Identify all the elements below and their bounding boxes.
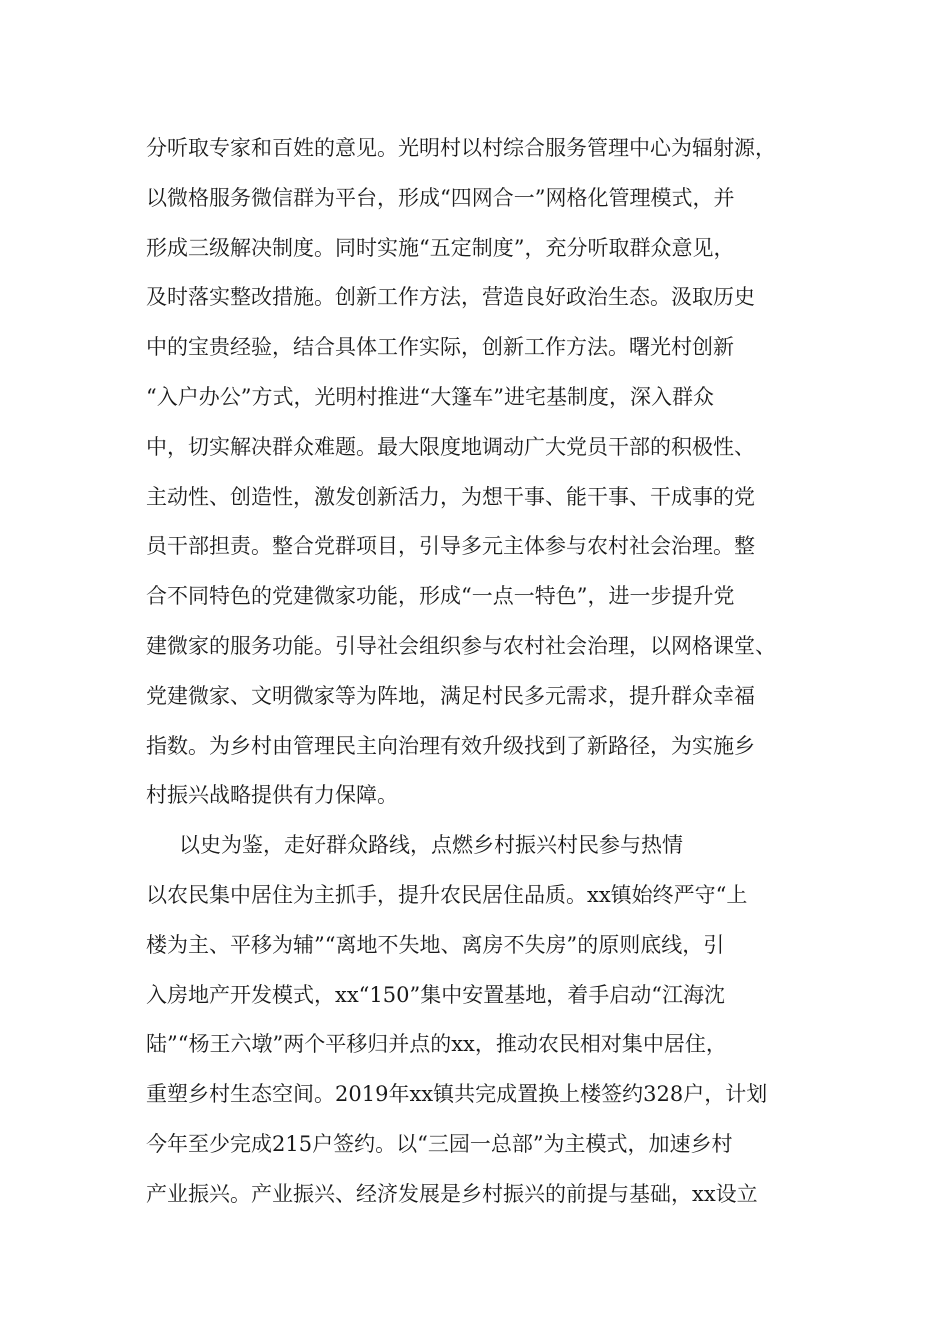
text-line: 以农民集中居住为主抓手，提升农民居住品质。xx镇始终严守“上 [146,882,748,907]
text-line: 党建微家、文明微家等为阵地，满足村民多元需求，提升群众幸福 [146,683,755,708]
text-line: 陆”“杨王六墩”两个平移归并点的xx，推动农民相对集中居住， [146,1032,727,1057]
text-line: 及时落实整改措施。创新工作方法，营造良好政治生态。汲取历史 [146,285,755,310]
text-line: 村振兴战略提供有力保障。 [146,783,398,808]
text-line: 分听取专家和百姓的意见。光明村以村综合服务管理中心为辐射源， [146,136,776,160]
text-line: 中的宝贵经验，结合具体工作实际，创新工作方法。曙光村创新 [146,335,734,360]
paragraph-1 [146,124,816,821]
paragraph-2 [146,871,816,1220]
text-line: 员干部担责。整合党群项目，引导多元主体参与农村社会治理。整 [146,534,755,559]
text-line: 重塑乡村生态空间。2019年xx镇共完成置换上楼签约328户，计划 [146,1082,768,1107]
text-line: 产业振兴。产业振兴、经济发展是乡村振兴的前提与基础，xx设立 [146,1181,758,1206]
text-line: “入户办公”方式，光明村推进“大篷车”进宅基制度，深入群众 [146,384,714,409]
text-line: 合不同特色的党建微家功能，形成“一点一特色”，进一步提升党 [146,584,735,609]
text-line: 中，切实解决群众难题。最大限度地调动广大党员干部的积极性、 [146,434,755,459]
text-line: 建微家的服务功能。引导社会组织参与农村社会治理，以网格课堂、 [146,633,776,658]
text-line: 以微格服务微信群为平台，形成“四网合一”网格化管理模式，并 [146,185,735,210]
text-line: 主动性、创造性，激发创新活力，为想干事、能干事、干成事的党 [146,484,755,509]
text-line: 形成三级解决制度。同时实施“五定制度”，充分听取群众意见， [146,235,735,260]
section-heading: 以史为鉴，走好群众路线，点燃乡村振兴村民参与热情 [179,833,683,858]
text-line: 今年至少完成215户签约。以“三园一总部”为主模式，加速乡村 [146,1131,733,1156]
text-line: 入房地产开发模式，xx“150”集中安置基地，着手启动“江海沈 [146,982,725,1007]
document-body [146,124,816,1220]
text-line: 指数。为乡村由管理民主向治理有效升级找到了新路径，为实施乡 [146,733,755,758]
text-line: 楼为主、平移为辅”“离地不失地、离房不失房”的原则底线，引 [146,932,725,957]
